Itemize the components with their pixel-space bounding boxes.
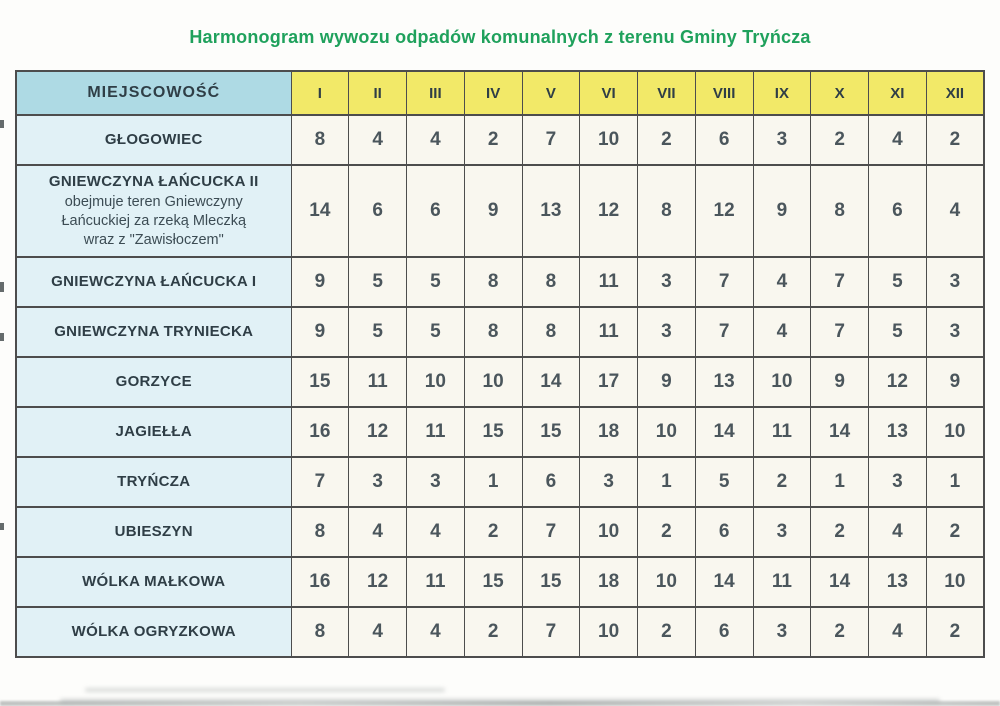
- value-cell: 15: [522, 407, 580, 457]
- value-cell: 10: [580, 115, 638, 165]
- value-cell: 7: [811, 257, 869, 307]
- month-header-cell: V: [522, 71, 580, 115]
- value-cell: 14: [291, 165, 349, 257]
- value-cell: 15: [464, 407, 522, 457]
- value-cell: 3: [349, 457, 407, 507]
- value-cell: 13: [695, 357, 753, 407]
- location-cell: [16, 115, 291, 165]
- value-cell: 3: [926, 257, 984, 307]
- value-cell: 8: [638, 165, 696, 257]
- value-cell: 4: [869, 507, 927, 557]
- value-cell: 14: [522, 357, 580, 407]
- location-cell: [16, 165, 291, 257]
- value-cell: 3: [638, 257, 696, 307]
- location-cell: [16, 557, 291, 607]
- value-cell: 6: [522, 457, 580, 507]
- location-name: GNIEWCZYNA TRYNIECKA: [54, 322, 254, 340]
- value-cell: 1: [926, 457, 984, 507]
- value-cell: 7: [695, 307, 753, 357]
- value-cell: 2: [811, 507, 869, 557]
- location-name: GORZYCE: [115, 372, 192, 390]
- value-cell: 4: [753, 257, 811, 307]
- value-cell: 11: [407, 407, 465, 457]
- value-cell: 11: [349, 357, 407, 407]
- scan-artifact: [0, 282, 4, 292]
- table-row: [16, 165, 984, 257]
- scan-artifact: [0, 120, 4, 128]
- location-cell: [16, 257, 291, 307]
- value-cell: 12: [580, 165, 638, 257]
- location-name: TRYŃCZA: [117, 472, 191, 490]
- value-cell: 14: [811, 407, 869, 457]
- value-cell: 10: [464, 357, 522, 407]
- scan-edge-band: [0, 701, 1000, 706]
- value-cell: 5: [407, 307, 465, 357]
- value-cell: 3: [753, 115, 811, 165]
- value-cell: 10: [580, 507, 638, 557]
- value-cell: 5: [869, 307, 927, 357]
- table-row: [16, 115, 984, 165]
- value-cell: 3: [926, 307, 984, 357]
- value-cell: 4: [869, 607, 927, 657]
- value-cell: 12: [349, 407, 407, 457]
- value-cell: 3: [638, 307, 696, 357]
- value-cell: 5: [349, 257, 407, 307]
- month-header-cell: IV: [464, 71, 522, 115]
- location-cell: [16, 507, 291, 557]
- value-cell: 5: [695, 457, 753, 507]
- value-cell: 4: [407, 507, 465, 557]
- value-cell: 7: [291, 457, 349, 507]
- table-row: [16, 457, 984, 507]
- location-name: GŁOGOWIEC: [104, 130, 203, 148]
- value-cell: 9: [291, 307, 349, 357]
- value-cell: 10: [926, 407, 984, 457]
- location-cell: [16, 407, 291, 457]
- value-cell: 9: [753, 165, 811, 257]
- value-cell: 2: [926, 607, 984, 657]
- value-cell: 7: [811, 307, 869, 357]
- value-cell: 11: [580, 307, 638, 357]
- value-cell: 4: [349, 507, 407, 557]
- month-header-cell: IX: [753, 71, 811, 115]
- table-row: [16, 607, 984, 657]
- value-cell: 8: [522, 307, 580, 357]
- value-cell: 4: [349, 115, 407, 165]
- value-cell: 16: [291, 557, 349, 607]
- value-cell: 6: [349, 165, 407, 257]
- value-cell: 4: [407, 115, 465, 165]
- scan-artifact: [0, 333, 4, 341]
- value-cell: 9: [638, 357, 696, 407]
- value-cell: 9: [811, 357, 869, 407]
- value-cell: 11: [407, 557, 465, 607]
- location-note: obejmuje teren Gniewczyny Łańcuckiej za rzeką Mleczką wraz z "Zawisłoczem": [61, 194, 247, 248]
- value-cell: 11: [753, 557, 811, 607]
- table-header-row: [16, 71, 984, 115]
- value-cell: 2: [464, 115, 522, 165]
- value-cell: 5: [349, 307, 407, 357]
- value-cell: 10: [638, 407, 696, 457]
- scan-artifact: [0, 523, 4, 530]
- month-header-cell: VII: [638, 71, 696, 115]
- value-cell: 2: [638, 507, 696, 557]
- value-cell: 4: [926, 165, 984, 257]
- scan-smudge: [85, 688, 445, 692]
- value-cell: 7: [522, 115, 580, 165]
- table-row: [16, 507, 984, 557]
- value-cell: 3: [869, 457, 927, 507]
- value-cell: 4: [869, 115, 927, 165]
- value-cell: 4: [753, 307, 811, 357]
- value-cell: 1: [811, 457, 869, 507]
- location-name: JAGIEŁŁA: [115, 422, 193, 440]
- table-row: [16, 357, 984, 407]
- value-cell: 12: [869, 357, 927, 407]
- location-name: WÓLKA OGRYZKOWA: [71, 622, 236, 640]
- month-header-cell: XII: [926, 71, 984, 115]
- value-cell: 13: [522, 165, 580, 257]
- value-cell: 10: [580, 607, 638, 657]
- table-row: [16, 307, 984, 357]
- value-cell: 2: [638, 607, 696, 657]
- value-cell: 7: [522, 607, 580, 657]
- month-header-cell: X: [811, 71, 869, 115]
- value-cell: 2: [464, 507, 522, 557]
- value-cell: 8: [464, 307, 522, 357]
- month-header-cell: VIII: [695, 71, 753, 115]
- value-cell: 14: [811, 557, 869, 607]
- value-cell: 2: [753, 457, 811, 507]
- value-cell: 8: [291, 607, 349, 657]
- location-column-header: MIEJSCOWOŚĆ: [16, 71, 291, 115]
- location-name: UBIESZYN: [114, 522, 193, 540]
- value-cell: 10: [638, 557, 696, 607]
- value-cell: 7: [695, 257, 753, 307]
- value-cell: 2: [811, 115, 869, 165]
- value-cell: 6: [695, 115, 753, 165]
- value-cell: 11: [580, 257, 638, 307]
- table-row: [16, 557, 984, 607]
- value-cell: 8: [522, 257, 580, 307]
- value-cell: 12: [349, 557, 407, 607]
- value-cell: 14: [695, 557, 753, 607]
- value-cell: 10: [753, 357, 811, 407]
- value-cell: 8: [811, 165, 869, 257]
- location-cell: [16, 607, 291, 657]
- value-cell: 6: [407, 165, 465, 257]
- value-cell: 2: [926, 115, 984, 165]
- table-row: [16, 407, 984, 457]
- value-cell: 4: [407, 607, 465, 657]
- value-cell: 9: [926, 357, 984, 407]
- value-cell: 6: [695, 507, 753, 557]
- location-name: GNIEWCZYNA ŁAŃCUCKA II: [48, 173, 259, 190]
- value-cell: 16: [291, 407, 349, 457]
- value-cell: 3: [753, 607, 811, 657]
- location-cell: [16, 357, 291, 407]
- value-cell: 13: [869, 407, 927, 457]
- value-cell: 2: [926, 507, 984, 557]
- location-cell: [16, 307, 291, 357]
- value-cell: 17: [580, 357, 638, 407]
- value-cell: 9: [464, 165, 522, 257]
- value-cell: 15: [464, 557, 522, 607]
- value-cell: 2: [464, 607, 522, 657]
- table-body: [16, 115, 984, 657]
- value-cell: 13: [869, 557, 927, 607]
- waste-collection-schedule-table: [15, 70, 985, 658]
- location-cell: [16, 457, 291, 507]
- month-header-cell: I: [291, 71, 349, 115]
- value-cell: 8: [291, 115, 349, 165]
- value-cell: 5: [407, 257, 465, 307]
- location-name: WÓLKA MAŁKOWA: [82, 572, 226, 590]
- value-cell: 1: [464, 457, 522, 507]
- value-cell: 1: [638, 457, 696, 507]
- value-cell: 11: [753, 407, 811, 457]
- value-cell: 12: [695, 165, 753, 257]
- value-cell: 3: [580, 457, 638, 507]
- value-cell: 18: [580, 407, 638, 457]
- month-header-cell: VI: [580, 71, 638, 115]
- value-cell: 14: [695, 407, 753, 457]
- page-title: Harmonogram wywozu odpadów komunalnych z terenu Gminy Tryńcza: [189, 27, 811, 47]
- value-cell: 10: [926, 557, 984, 607]
- value-cell: 2: [638, 115, 696, 165]
- value-cell: 15: [291, 357, 349, 407]
- value-cell: 3: [407, 457, 465, 507]
- value-cell: 10: [407, 357, 465, 407]
- value-cell: 9: [291, 257, 349, 307]
- value-cell: 8: [464, 257, 522, 307]
- month-header-cell: XI: [869, 71, 927, 115]
- month-header-cell: II: [349, 71, 407, 115]
- value-cell: 7: [522, 507, 580, 557]
- value-cell: 18: [580, 557, 638, 607]
- table-row: [16, 257, 984, 307]
- location-name: GNIEWCZYNA ŁAŃCUCKA I: [51, 272, 257, 290]
- value-cell: 5: [869, 257, 927, 307]
- month-header-cell: III: [407, 71, 465, 115]
- value-cell: 4: [349, 607, 407, 657]
- value-cell: 2: [811, 607, 869, 657]
- value-cell: 8: [291, 507, 349, 557]
- value-cell: 15: [522, 557, 580, 607]
- value-cell: 6: [695, 607, 753, 657]
- value-cell: 6: [869, 165, 927, 257]
- value-cell: 3: [753, 507, 811, 557]
